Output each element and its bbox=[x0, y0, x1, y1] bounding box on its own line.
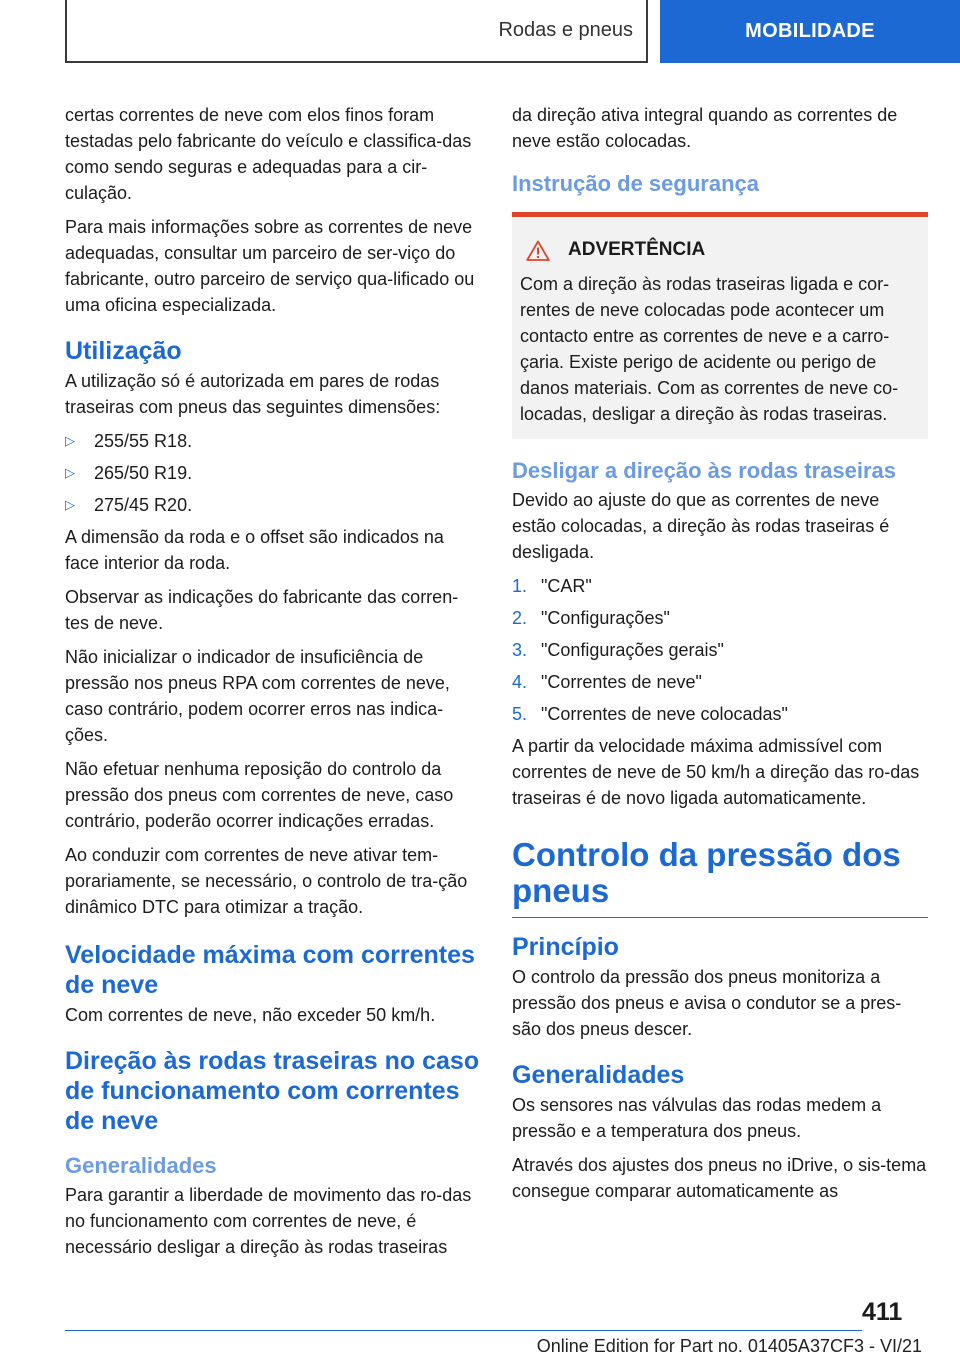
paragraph: Para mais informações sobre as correntes de neve adequadas, consultar um parceiro de ser‐viço do fabricante, outro parceiro de serviço qua‐lificado ou uma oficina especializada. bbox=[65, 217, 475, 315]
warning-box bbox=[512, 212, 928, 439]
footer-divider bbox=[65, 1330, 862, 1331]
heading-direcao: Direção às rodas traseiras no caso de funcionamento com correntes de neve bbox=[65, 1047, 480, 1135]
paragraph: Com correntes de neve, não exceder 50 km/h. bbox=[65, 1005, 436, 1025]
paragraph: A dimensão da roda e o offset são indicados na face interior da roda. bbox=[65, 527, 444, 573]
triangle-bullet-icon: ▷ bbox=[65, 465, 75, 480]
heading-utilizacao: Utilização bbox=[65, 337, 182, 365]
warning-text: Com a direção às rodas traseiras ligada e cor‐rentes de neve colocadas pode acontecer um contacto entre as correntes de neve e a carro‐çaria. Existe perigo de acidente ou perigo de danos materiais. Com as correntes de neve co‐locadas, desligar a direção às rodas traseiras. bbox=[520, 274, 899, 424]
chapter-tab bbox=[660, 0, 960, 63]
paragraph: Observar as indicações do fabricante das corren‐tes de neve. bbox=[65, 587, 459, 633]
warning-header bbox=[520, 239, 920, 261]
right-column bbox=[512, 102, 928, 1212]
section-title: Rodas e pneus bbox=[498, 19, 633, 41]
footer-edition: Online Edition for Part no. 01405A37CF3 - VI/21 bbox=[536, 1336, 922, 1356]
heading-desligar: Desligar a direção às rodas traseiras bbox=[512, 458, 896, 483]
paragraph: certas correntes de neve com elos finos foram testadas pelo fabricante do veículo e classifica‐das como sendo seguras e adequadas para a cir‐culação. bbox=[65, 105, 472, 203]
list-item: 3. "Configurações gerais" bbox=[512, 640, 724, 660]
tire-size-list bbox=[65, 428, 480, 518]
warning-triangle-icon bbox=[526, 240, 550, 261]
warning-title: ADVERTÊNCIA bbox=[568, 239, 706, 260]
list-item: ▷ 265/50 R19. bbox=[65, 460, 480, 486]
triangle-bullet-icon: ▷ bbox=[65, 497, 75, 512]
header-section-box bbox=[65, 0, 648, 63]
paragraph: da direção ativa integral quando as correntes de neve estão colocadas. bbox=[512, 105, 898, 151]
paragraph: Para garantir a liberdade de movimento das ro‐das no funcionamento com correntes de neve, é necessário desligar a direção às rodas traseiras bbox=[65, 1185, 472, 1257]
left-column bbox=[65, 102, 480, 1268]
steps-list bbox=[512, 573, 928, 727]
paragraph: Ao conduzir com correntes de neve ativar tem‐porariamente, se necessário, o controlo de tra‐ção dinâmico DTC para otimizar a tração. bbox=[65, 845, 468, 917]
page-number: 411 bbox=[862, 1298, 903, 1326]
list-item: 2. "Configurações" bbox=[512, 608, 670, 628]
heading-velocidade: Velocidade máxima com correntes de neve bbox=[65, 941, 475, 999]
heading-instrucao: Instrução de segurança bbox=[512, 171, 759, 196]
paragraph: O controlo da pressão dos pneus monitoriza a pressão dos pneus e avisa o condutor se a pres‐são dos pneus descer. bbox=[512, 967, 902, 1039]
triangle-bullet-icon: ▷ bbox=[65, 433, 75, 448]
list-item: 5. "Correntes de neve colocadas" bbox=[512, 704, 788, 724]
list-item: ▷ 255/55 R18. bbox=[65, 428, 480, 454]
paragraph: Não efetuar nenhuma reposição do controlo da pressão dos pneus com correntes de neve, caso contrário, poderão ocorrer indicações erradas. bbox=[65, 759, 454, 831]
chapter-title: MOBILIDADE bbox=[745, 20, 875, 42]
heading-controlo: Controlo da pressão dos pneus bbox=[512, 837, 928, 918]
list-item: 4. "Correntes de neve" bbox=[512, 672, 702, 692]
paragraph: Não inicializar o indicador de insuficiência de pressão nos pneus RPA com correntes de neve, caso contrário, podem ocorrer erros nas indica‐ções. bbox=[65, 647, 450, 745]
paragraph: A utilização só é autorizada em pares de rodas traseiras com pneus das seguintes dimensões: bbox=[65, 371, 441, 417]
heading-generalidades: Generalidades bbox=[65, 1153, 217, 1178]
heading-principio: Princípio bbox=[512, 933, 619, 961]
list-item: ▷ 275/45 R20. bbox=[65, 492, 480, 518]
paragraph: A partir da velocidade máxima admissível com correntes de neve de 50 km/h a direção das ro‐das traseiras é de novo ligada automaticamente. bbox=[512, 736, 920, 808]
list-item: 1. "CAR" bbox=[512, 576, 592, 596]
paragraph: Os sensores nas válvulas das rodas medem a pressão e a temperatura dos pneus. bbox=[512, 1095, 882, 1141]
paragraph: Através dos ajustes dos pneus no iDrive, o sis‐tema consegue comparar automaticamente as bbox=[512, 1155, 927, 1201]
paragraph: Devido ao ajuste do que as correntes de neve estão colocadas, a direção às rodas traseiras é desligada. bbox=[512, 490, 890, 562]
heading-generalidades-2: Generalidades bbox=[512, 1061, 685, 1089]
